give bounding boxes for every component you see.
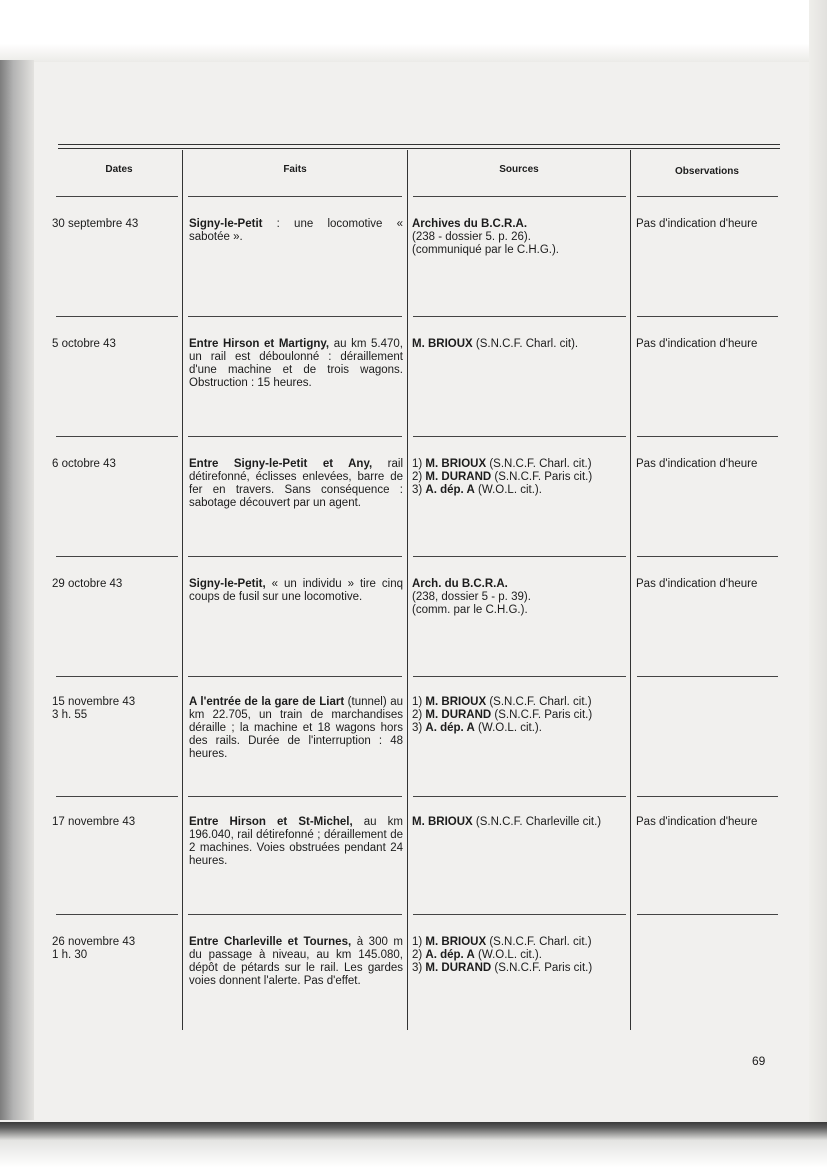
fait-description: « un individu » tire cinq coups de fusil sur une locomotive. [189,578,403,603]
source-detail: (comm. par le C.H.G.). [412,604,528,616]
source-line [412,949,630,962]
source-detail: (W.O.L. cit.). [474,484,542,496]
source-number: 3) [412,962,426,974]
row-separator [188,436,402,437]
date-text: 5 octobre 43 [52,338,116,350]
fait-description: au km 196.040, rail détirefonné ; déraillement de 2 machines. Voies obstruées pendant 24 heures. [189,816,404,867]
fait-description: au km 5.470, un rail est déboulonné : déraillement d'une machine et de trois wagons. Obstruction : 15 heures. [189,338,403,389]
row-observation: Pas d'indication d'heure [636,578,758,590]
date-text: 15 novembre 43 [52,696,136,708]
source-name: M. DURAND [425,709,492,721]
fait-description: (tunnel) au km 22.705, un train de marchandises déraille ; la machine et 18 wagons hors des rails. Durée de l'interruption : 48 heures. [189,696,403,760]
source-name: A. dép. A [425,949,475,961]
row-separator [637,676,778,677]
column-divider-1 [182,150,183,1030]
row-separator [413,316,626,317]
row-fait [189,458,403,510]
source-line [412,471,630,484]
source-name: M. BRIOUX [425,696,487,708]
row-separator [56,196,178,197]
row-separator [637,914,778,915]
row-observation: Pas d'indication d'heure [636,338,758,350]
fait-location: Entre Charleville et Tournes, [189,936,352,948]
row-separator [188,316,402,317]
source-number: 1) [412,936,426,948]
source-name: A. dép. A [425,722,475,734]
date-text: 26 novembre 43 [52,936,136,948]
row-fait [189,218,403,244]
source-detail: (W.O.L. cit.). [474,722,542,734]
row-date [52,936,178,962]
source-name: M. DURAND [425,471,492,483]
source-line [412,244,630,257]
row-separator [56,316,178,317]
row-sources [412,696,630,735]
row-separator [56,436,178,437]
row-date [52,338,178,351]
row-sources [412,936,630,975]
source-detail: (S.N.C.F. Paris cit.) [491,962,593,974]
fait-description: : une locomotive « sabotée ». [189,218,403,243]
source-line [412,338,630,351]
row-fait [189,936,403,988]
page-number: 69 [752,1054,766,1068]
source-number: 3) [412,722,426,734]
source-detail: (S.N.C.F. Charl. cit.) [486,936,592,948]
source-line [412,484,630,497]
source-detail: (W.O.L. cit.). [474,949,542,961]
source-line [412,231,630,244]
source-line [412,218,630,231]
table-top-rule-2 [58,148,780,149]
date-text: 17 novembre 43 [52,816,136,828]
source-number: 3) [412,484,426,496]
row-date [52,578,178,591]
row-fait [189,696,403,761]
source-number: 1) [412,458,426,470]
header-sources: Sources [499,164,539,175]
scan-binding-shadow [0,60,34,1120]
source-number: 2) [412,471,426,483]
source-line [412,458,630,471]
source-line [412,936,630,949]
source-name: M. BRIOUX [425,458,487,470]
table-top-rule [58,144,780,145]
row-fait [189,578,403,604]
header-dates: Dates [105,164,133,175]
source-number: 2) [412,949,426,961]
row-sources [412,218,630,257]
row-separator [188,914,402,915]
source-name: Archives du B.C.R.A. [412,218,528,230]
row-date [52,816,178,829]
source-detail: (238 - dossier 5. p. 26). [412,231,531,243]
source-line [412,816,630,829]
scan-bottom-edge [0,1122,827,1168]
source-detail: (communiqué par le C.H.G.). [412,244,559,256]
row-separator [56,796,178,797]
row-separator [637,556,778,557]
source-name: M. BRIOUX [425,936,487,948]
fait-description: rail détirefonné, éclisses enlevées, barre de fer en travers. Sans conséquence : sabotage découvert par un agent. [189,458,404,509]
row-separator [413,196,626,197]
row-fait [189,816,403,868]
fait-location: Signy-le-Petit [189,218,263,230]
row-date [52,696,178,722]
source-line [412,578,630,591]
row-separator [637,316,778,317]
source-number: 1) [412,696,426,708]
source-line [412,709,630,722]
row-separator [56,556,178,557]
source-name: M. BRIOUX [412,816,473,828]
row-sources [412,338,630,351]
row-separator [56,676,178,677]
fait-location: Entre Hirson et Martigny, [189,338,330,350]
row-separator [637,196,778,197]
row-date [52,218,178,231]
source-name: Arch. du B.C.R.A. [412,578,508,590]
row-sources [412,578,630,617]
source-line [412,696,630,709]
column-divider-2 [407,150,408,1030]
source-detail: (S.N.C.F. Charleville cit.) [472,816,602,828]
scan-top-margin [0,0,827,62]
time-text: 1 h. 30 [52,949,88,961]
date-text: 30 septembre 43 [52,218,139,230]
date-text: 29 octobre 43 [52,578,123,590]
source-detail: (S.N.C.F. Charl. cit.) [486,696,592,708]
row-separator [188,196,402,197]
row-separator [413,796,626,797]
row-separator [188,796,402,797]
row-sources [412,458,630,497]
fait-location: A l'entrée de la gare de Liart [189,696,345,708]
row-observation: Pas d'indication d'heure [636,816,758,828]
fait-location: Entre Hirson et St-Michel, [189,816,353,828]
row-separator [188,676,402,677]
row-separator [637,796,778,797]
fait-location: Entre Signy-le-Petit et Any, [189,458,373,470]
row-separator [188,556,402,557]
row-observation: Pas d'indication d'heure [636,458,758,470]
row-separator [413,556,626,557]
row-separator [413,436,626,437]
header-faits: Faits [283,164,307,175]
fait-description: à 300 m du passage à niveau, au km 145.080, dépôt de pétards sur le rail. Les gardes voies donnent l'alerte. Pas d'effet. [189,936,403,987]
row-separator [413,914,626,915]
row-separator [637,436,778,437]
source-name: M. BRIOUX [412,338,473,350]
source-line [412,722,630,735]
source-line [412,604,630,617]
source-detail: (S.N.C.F. Paris cit.) [491,471,593,483]
source-detail: (S.N.C.F. Paris cit.) [491,709,593,721]
source-line [412,591,630,604]
column-divider-3 [630,150,631,1030]
scan-right-margin [809,0,827,1168]
date-text: 6 octobre 43 [52,458,116,470]
source-detail: (238, dossier 5 - p. 39). [412,591,531,603]
source-number: 2) [412,709,426,721]
source-detail: (S.N.C.F. Charl. cit). [472,338,579,350]
row-separator [413,676,626,677]
row-separator [56,914,178,915]
row-fait [189,338,403,390]
source-name: A. dép. A [425,484,475,496]
row-sources [412,816,630,829]
row-observation: Pas d'indication d'heure [636,218,758,230]
time-text: 3 h. 55 [52,709,88,721]
header-observations: Observations [675,166,739,177]
source-detail: (S.N.C.F. Charl. cit.) [486,458,592,470]
source-name: M. DURAND [425,962,492,974]
source-line [412,962,630,975]
fait-location: Signy-le-Petit, [189,578,266,590]
row-date [52,458,178,471]
